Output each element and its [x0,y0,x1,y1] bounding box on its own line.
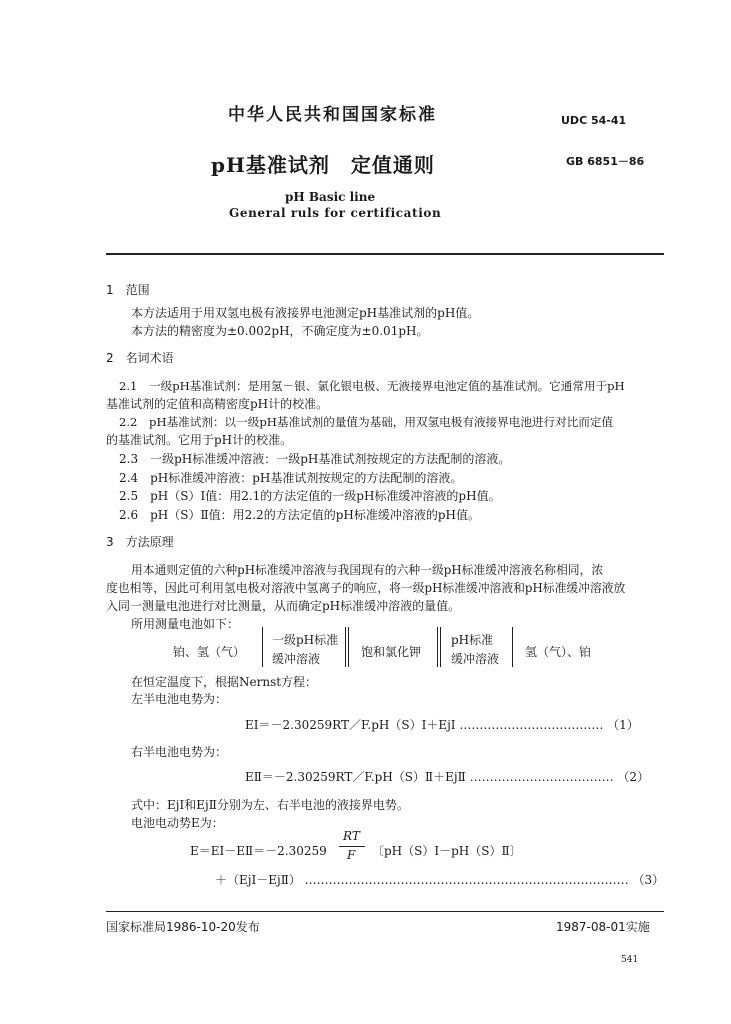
equation-2: EⅡ＝－2.30259RT／F.pH（S）Ⅱ＋EjⅡ ……………………………… （2） [245,770,650,784]
page-number: 541 [621,955,639,965]
cell-right-electrode: 氢（气）、铂 [525,645,592,659]
header-rule [106,253,664,255]
cell-buffer-1-line1: 一级pH标准 [272,633,339,647]
cell-boundary-1 [262,627,263,667]
cell-buffer-1-line2: 缓冲溶液 [272,652,321,666]
section-1-para-2: 本方法的精密度为±0.002pH，不确定度为±0.01pH。 [131,324,429,338]
gb-number: GB 6851－86 [566,155,645,168]
nernst-intro: 在恒定温度下，根据Nernst方程： [131,675,318,689]
emf-label: 电池电动势E为： [131,816,224,830]
right-half-cell-label: 右半电池电势为： [131,745,228,759]
item-2-2-line2: 的基准试剂。它用于pH计的校准。 [106,433,293,447]
section-1-heading: 1 范围 [106,283,150,297]
effective-date: 1987-08-01实施 [556,920,650,934]
item-2-4: 2.4 pH标准缓冲溶液：pH基准试剂按规定的方法配制的溶液。 [119,471,463,485]
cell-left-electrode: 铂、氢（气） [173,645,246,659]
equation-3-denominator: F [347,848,356,862]
cell-buffer-2-line2: 缓冲溶液 [451,652,500,666]
cell-kcl: 饱和氯化钾 [361,645,422,659]
salt-bridge-2 [437,627,441,667]
section-2-heading: 2 名词术语 [106,351,174,365]
cell-intro: 所用测量电池如下： [131,617,240,631]
item-2-1-line1: 2.1 一级pH基准试剂：是用氢－银、氯化银电极、无液接界电池定值的基准试剂。它通常用于pH [119,379,625,393]
issue-date: 国家标准局1986-10-20发布 [106,920,260,934]
item-2-3: 2.3 一级pH标准缓冲溶液：一级pH基准试剂按规定的方法配制的溶液。 [119,452,511,466]
item-2-6: 2.6 pH（S）Ⅱ值：用2.2的方法定值的pH标准缓冲溶液的pH值。 [119,508,480,522]
section-3-heading: 3 方法原理 [106,535,174,549]
left-half-cell-label: 左半电池电势为： [131,692,228,706]
item-2-2-line1: 2.2 pH基准试剂：以一级pH基准试剂的量值为基础，用双氢电极有液接界电池进行对比而定值 [119,415,614,429]
equation-3-fraction-bar [339,846,365,847]
item-2-1-line2: 基准试剂的定值和高精密度pH计的校准。 [106,397,329,411]
udc-number: UDC 54-41 [561,114,627,127]
equation-3-right: 〔pH（S）Ⅰ－pH（S）Ⅱ〕 [372,844,522,858]
equation-1: EⅠ＝－2.30259RT／F.pH（S）Ⅰ＋EjⅠ ……………………………… （1） [245,718,639,732]
section-3-para-line1: 用本通则定值的六种pH标准缓冲溶液与我国现有的六种一级pH标准缓冲溶液名称相同，浓 [131,563,604,577]
equation-3-continuation: ＋（EjⅠ－EjⅡ） ……………………………………………………………………… （3） [215,873,665,887]
section-3-para-line3: 入同一测量电池进行对比测量，从而确定pH标准缓冲溶液的量值。 [106,599,461,613]
section-3-para-line2: 度也相等，因此可利用氢电极对溶液中氢离子的响应，将一级pH标准缓冲溶液和pH标准缓冲溶液放 [106,581,626,595]
footer-rule [106,911,664,912]
cell-buffer-2-line1: pH标准 [451,633,494,647]
cell-boundary-2 [512,627,513,667]
title-en-line1: pH Basic line [285,190,376,204]
title-en-line2: General ruls for certification [229,206,442,220]
where-clause: 式中：EjⅠ和EjⅡ分别为左、右半电池的液接界电势。 [131,798,409,812]
item-2-5: 2.5 pH（S）Ⅰ值：用2.1的方法定值的一级pH标准缓冲溶液的pH值。 [119,489,501,503]
section-1-para-1: 本方法适用于用双氢电极有液接界电池测定pH基准试剂的pH值。 [131,306,480,320]
salt-bridge-1 [345,627,349,667]
equation-3-numerator: RT [343,829,360,843]
page-title: pH基准试剂 定值通则 [211,153,435,177]
equation-3-left: E＝EⅠ－EⅡ＝－2.30259 [190,844,327,858]
issuer: 中华人民共和国国家标准 [228,105,437,125]
